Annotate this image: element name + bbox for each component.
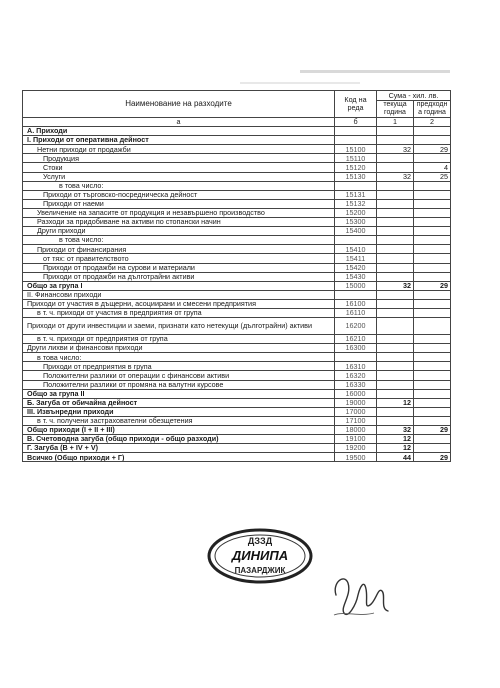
row-previous-year (414, 208, 451, 217)
row-previous-year: 4 (414, 163, 451, 172)
table-row (23, 245, 451, 254)
table-row (23, 380, 451, 389)
header-current-year: текуща година (377, 100, 414, 117)
row-code: 15120 (335, 163, 377, 172)
row-previous-year: 29 (414, 426, 451, 435)
row-code (335, 236, 377, 245)
row-code: 16200 (335, 318, 377, 335)
row-current-year (377, 362, 414, 371)
table-row (23, 127, 451, 136)
row-previous-year (414, 199, 451, 208)
row-code: 15200 (335, 208, 377, 217)
table-row (23, 371, 451, 380)
row-previous-year (414, 263, 451, 272)
row-name: Приходи от предприятия в група (23, 362, 335, 371)
row-current-year: 12 (377, 444, 414, 453)
row-current-year: 32 (377, 281, 414, 290)
row-current-year (377, 199, 414, 208)
header-name: Наименование на разходите (23, 91, 335, 118)
stamp-middle-text: ДИНИПА (231, 548, 289, 563)
row-previous-year (414, 308, 451, 317)
row-name: Други приходи (23, 227, 335, 236)
row-code: 19000 (335, 398, 377, 407)
table-row (23, 435, 451, 444)
table-row (23, 136, 451, 145)
stamp-bottom-text: ПАЗАРДЖИК (234, 566, 286, 575)
row-previous-year (414, 416, 451, 425)
signature (330, 565, 392, 621)
row-current-year (377, 416, 414, 425)
table-row (23, 362, 451, 371)
table-row (23, 444, 451, 453)
row-previous-year: 29 (414, 453, 451, 462)
row-code (335, 181, 377, 190)
row-current-year (377, 380, 414, 389)
header-previous-year: предходн а година (414, 100, 451, 117)
row-code: 15130 (335, 172, 377, 181)
table-row (23, 227, 451, 236)
row-name: А. Приходи (23, 127, 335, 136)
row-current-year (377, 208, 414, 217)
table-row (23, 181, 451, 190)
row-name: І. Приходи от оперативна дейност (23, 136, 335, 145)
index-code: б (335, 118, 377, 127)
row-current-year (377, 190, 414, 199)
table-row (23, 416, 451, 425)
table-row (23, 281, 451, 290)
row-previous-year (414, 362, 451, 371)
row-previous-year (414, 380, 451, 389)
row-previous-year (414, 444, 451, 453)
table-row (23, 290, 451, 299)
row-previous-year (414, 435, 451, 444)
row-name: Приходи от финансирания (23, 245, 335, 254)
stamp-top-text: ДЗЗД (247, 536, 273, 546)
row-code (335, 290, 377, 299)
row-previous-year (414, 154, 451, 163)
row-current-year (377, 245, 414, 254)
table-row (23, 407, 451, 416)
row-code (335, 353, 377, 362)
table-row (23, 263, 451, 272)
header-code: Код на реда (335, 91, 377, 118)
row-code: 17000 (335, 407, 377, 416)
row-name: от тях: от правителството (23, 254, 335, 263)
row-current-year (377, 290, 414, 299)
table-row (23, 353, 451, 362)
row-current-year (377, 371, 414, 380)
row-code: 15100 (335, 145, 377, 154)
row-code: 15132 (335, 199, 377, 208)
row-current-year (377, 335, 414, 344)
row-name: Положителни разлики от операции с финансови активи (23, 371, 335, 380)
row-name: Общо приходи (І + ІІ + ІІІ) (23, 426, 335, 435)
table-row (23, 236, 451, 245)
row-name: Г. Загуба (В + ІV + V) (23, 444, 335, 453)
row-name: Приходи от продажби на дълготрайни активи (23, 272, 335, 281)
row-code: 15410 (335, 245, 377, 254)
row-name: Положителни разлики от промяна на валутни курсове (23, 380, 335, 389)
row-previous-year (414, 245, 451, 254)
row-code: 15300 (335, 218, 377, 227)
row-previous-year: 29 (414, 145, 451, 154)
row-code: 19200 (335, 444, 377, 453)
row-code: 19500 (335, 453, 377, 462)
row-name: В. Счетоводна загуба (общо приходи - общо разходи) (23, 435, 335, 444)
income-statement (22, 90, 450, 462)
row-previous-year (414, 389, 451, 398)
row-current-year (377, 127, 414, 136)
row-current-year (377, 218, 414, 227)
row-name: Приходи от други инвестиции и заеми, признати като нетекущи (дълготрайни) активи (23, 318, 335, 335)
row-code (335, 127, 377, 136)
row-name: в това число: (23, 181, 335, 190)
row-code: 15131 (335, 190, 377, 199)
row-name: Други лихви и финансови приходи (23, 344, 335, 353)
row-name: в това число: (23, 236, 335, 245)
row-current-year (377, 353, 414, 362)
row-previous-year (414, 407, 451, 416)
index-current: 1 (377, 118, 414, 127)
table-row (23, 335, 451, 344)
row-code: 19100 (335, 435, 377, 444)
table-row (23, 172, 451, 181)
row-current-year (377, 389, 414, 398)
row-previous-year (414, 236, 451, 245)
row-code: 16320 (335, 371, 377, 380)
row-current-year (377, 154, 414, 163)
table-row (23, 426, 451, 435)
row-previous-year (414, 227, 451, 236)
row-name: Увеличение на запасите от продукция и незавършено производство (23, 208, 335, 217)
row-previous-year (414, 335, 451, 344)
row-name: Продукция (23, 154, 335, 163)
row-previous-year (414, 218, 451, 227)
row-previous-year: 25 (414, 172, 451, 181)
row-name: Разходи за придобиване на активи по стопански начин (23, 218, 335, 227)
row-code: 18000 (335, 426, 377, 435)
row-current-year (377, 407, 414, 416)
table-row (23, 145, 451, 154)
row-previous-year (414, 254, 451, 263)
table-row (23, 208, 451, 217)
row-code: 15400 (335, 227, 377, 236)
row-name: ІІ. Финансови приходи (23, 290, 335, 299)
row-current-year: 32 (377, 145, 414, 154)
row-previous-year (414, 371, 451, 380)
row-code: 16110 (335, 308, 377, 317)
row-code: 17100 (335, 416, 377, 425)
index-name: а (23, 118, 335, 127)
table-row (23, 254, 451, 263)
row-name: в това число: (23, 353, 335, 362)
row-previous-year (414, 344, 451, 353)
row-code: 15000 (335, 281, 377, 290)
row-name: Приходи от продажби на сурови и материали (23, 263, 335, 272)
row-current-year: 12 (377, 435, 414, 444)
row-current-year (377, 318, 414, 335)
row-name: Приходи от наеми (23, 199, 335, 208)
row-name: Всичко (Общо приходи + Г) (23, 453, 335, 462)
company-stamp (206, 527, 314, 585)
row-name: Услуги (23, 172, 335, 181)
table-row (23, 199, 451, 208)
row-name: в т. ч. получени застрахователни обезщетения (23, 416, 335, 425)
row-code: 16300 (335, 344, 377, 353)
row-current-year (377, 236, 414, 245)
row-name: в т. ч. приходи от предприятия от група (23, 335, 335, 344)
row-previous-year (414, 353, 451, 362)
table-row (23, 218, 451, 227)
row-previous-year (414, 290, 451, 299)
row-current-year (377, 227, 414, 236)
row-code: 15110 (335, 154, 377, 163)
index-row (23, 118, 451, 127)
table-row (23, 190, 451, 199)
row-code: 15430 (335, 272, 377, 281)
row-name: Общо за група І (23, 281, 335, 290)
row-current-year (377, 163, 414, 172)
row-current-year (377, 299, 414, 308)
table-row (23, 154, 451, 163)
table-row (23, 398, 451, 407)
table-row (23, 389, 451, 398)
row-current-year (377, 263, 414, 272)
row-current-year (377, 308, 414, 317)
table-row (23, 453, 451, 462)
row-name: ІІІ. Извънредни приходи (23, 407, 335, 416)
scan-artifact (240, 82, 360, 84)
row-current-year (377, 136, 414, 145)
row-code: 16330 (335, 380, 377, 389)
row-current-year (377, 254, 414, 263)
row-name: в т. ч. приходи от участия в предприятия от група (23, 308, 335, 317)
row-code (335, 136, 377, 145)
table-row (23, 299, 451, 308)
row-previous-year (414, 136, 451, 145)
row-current-year: 44 (377, 453, 414, 462)
row-name: Приходи от участия в дъщерни, асоциирани и смесени предприятия (23, 299, 335, 308)
table-row (23, 308, 451, 317)
header-sum: Сума - хил. лв. (377, 91, 451, 101)
row-name: Общо за група ІІ (23, 389, 335, 398)
income-table (22, 90, 451, 462)
row-previous-year (414, 190, 451, 199)
row-previous-year (414, 299, 451, 308)
row-name: Б. Загуба от обичайна дейност (23, 398, 335, 407)
row-previous-year (414, 398, 451, 407)
row-code: 16210 (335, 335, 377, 344)
row-previous-year (414, 127, 451, 136)
row-name: Приходи от търговско-посредническа дейност (23, 190, 335, 199)
row-name: Стоки (23, 163, 335, 172)
row-name: Нетни приходи от продажби (23, 145, 335, 154)
scan-artifact (300, 70, 450, 73)
table-row (23, 272, 451, 281)
table-row (23, 344, 451, 353)
row-code: 16100 (335, 299, 377, 308)
row-code: 16310 (335, 362, 377, 371)
table-row (23, 318, 451, 335)
row-previous-year: 29 (414, 281, 451, 290)
index-previous: 2 (414, 118, 451, 127)
row-code: 16000 (335, 389, 377, 398)
row-previous-year (414, 181, 451, 190)
row-current-year (377, 344, 414, 353)
row-current-year: 12 (377, 398, 414, 407)
row-current-year (377, 272, 414, 281)
row-current-year: 32 (377, 172, 414, 181)
table-row (23, 163, 451, 172)
row-current-year: 32 (377, 426, 414, 435)
row-code: 15420 (335, 263, 377, 272)
row-previous-year (414, 272, 451, 281)
row-previous-year (414, 318, 451, 335)
row-current-year (377, 181, 414, 190)
row-code: 15411 (335, 254, 377, 263)
